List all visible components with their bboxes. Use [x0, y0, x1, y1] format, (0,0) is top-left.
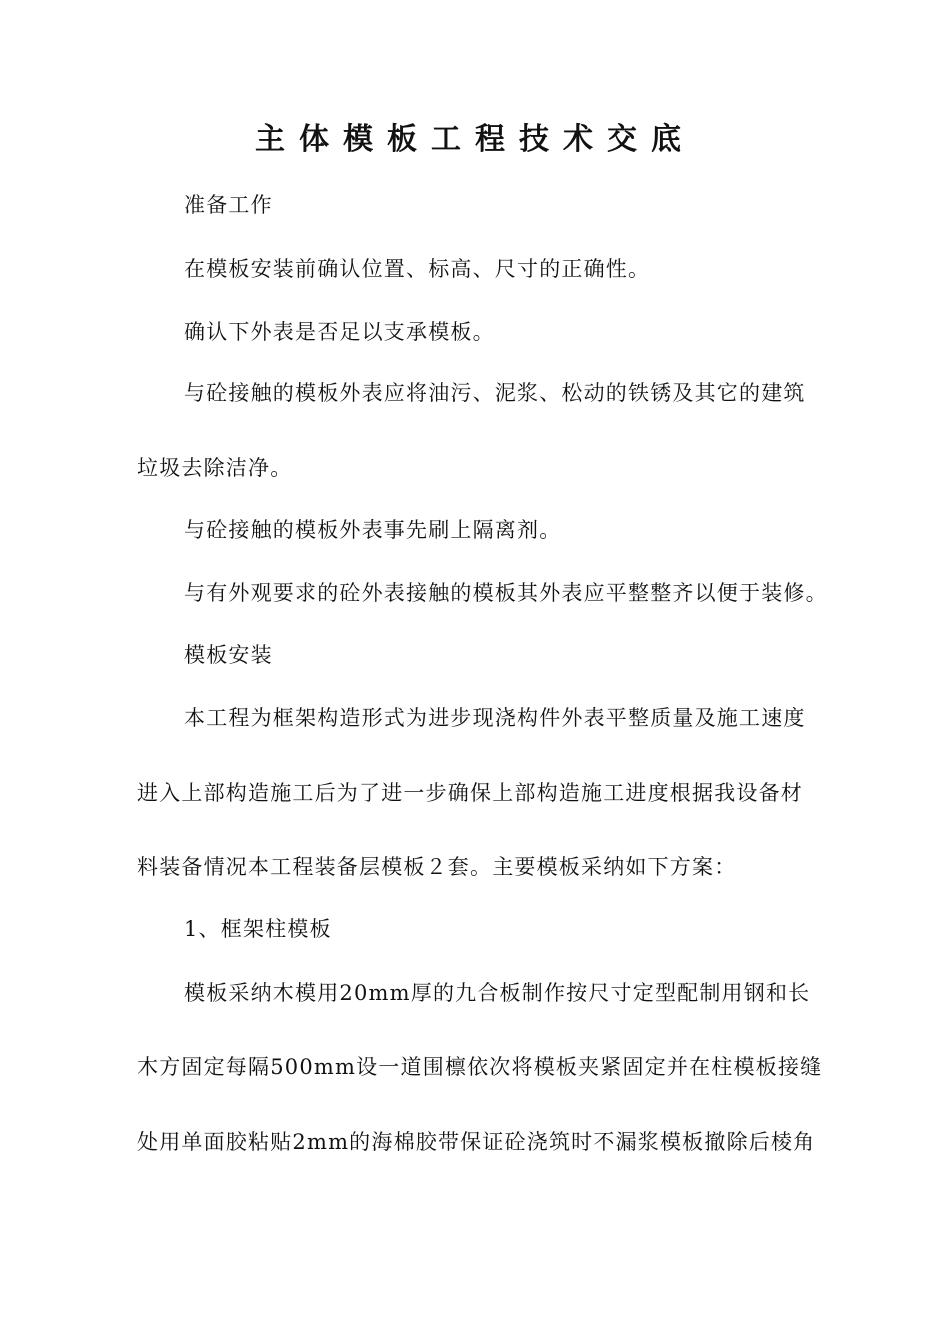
- paragraph-line: 模板采纳木模用20mm厚的九合板制作按尺寸定型配制用钢和长: [184, 981, 811, 1005]
- section-heading-installation: 模板安装: [184, 643, 273, 667]
- paragraph-line: 木方固定每隔500mm设一道围檩依次将模板夹紧固定并在柱模板接缝: [137, 1055, 823, 1079]
- paragraph-line: 本工程为框架构造形式为进步现浇构件外表平整质量及施工速度: [184, 706, 806, 730]
- paragraph-line: 与砼接触的模板外表应将油污、泥浆、松动的铁锈及其它的建筑: [184, 381, 806, 405]
- section-heading-preparation: 准备工作: [184, 193, 273, 217]
- paragraph-line: 进入上部构造施工后为了进一步确保上部构造施工进度根据我设备材: [137, 781, 803, 805]
- paragraph-line: 料装备情况本工程装备层模板２套。主要模板采纳如下方案：: [137, 855, 737, 879]
- document-title: 主体模板工程技术交底: [255, 122, 695, 157]
- paragraph-line: 确认下外表是否足以支承模板。: [184, 320, 495, 344]
- paragraph-line: 垃圾去除洁净。: [137, 456, 293, 480]
- section-heading-frame-column: 1、框架柱模板: [184, 917, 332, 941]
- paragraph-line: 与砼接触的模板外表事先刷上隔离剂。: [184, 518, 562, 542]
- paragraph-line: 处用单面胶粘贴2mm的海棉胶带保证砼浇筑时不漏浆模板撤除后棱角: [137, 1130, 816, 1154]
- paragraph-line: 与有外观要求的砼外表接触的模板其外表应平整整齐以便于装修。: [184, 581, 828, 605]
- paragraph-line: 在模板安装前确认位置、标高、尺寸的正确性。: [184, 257, 651, 281]
